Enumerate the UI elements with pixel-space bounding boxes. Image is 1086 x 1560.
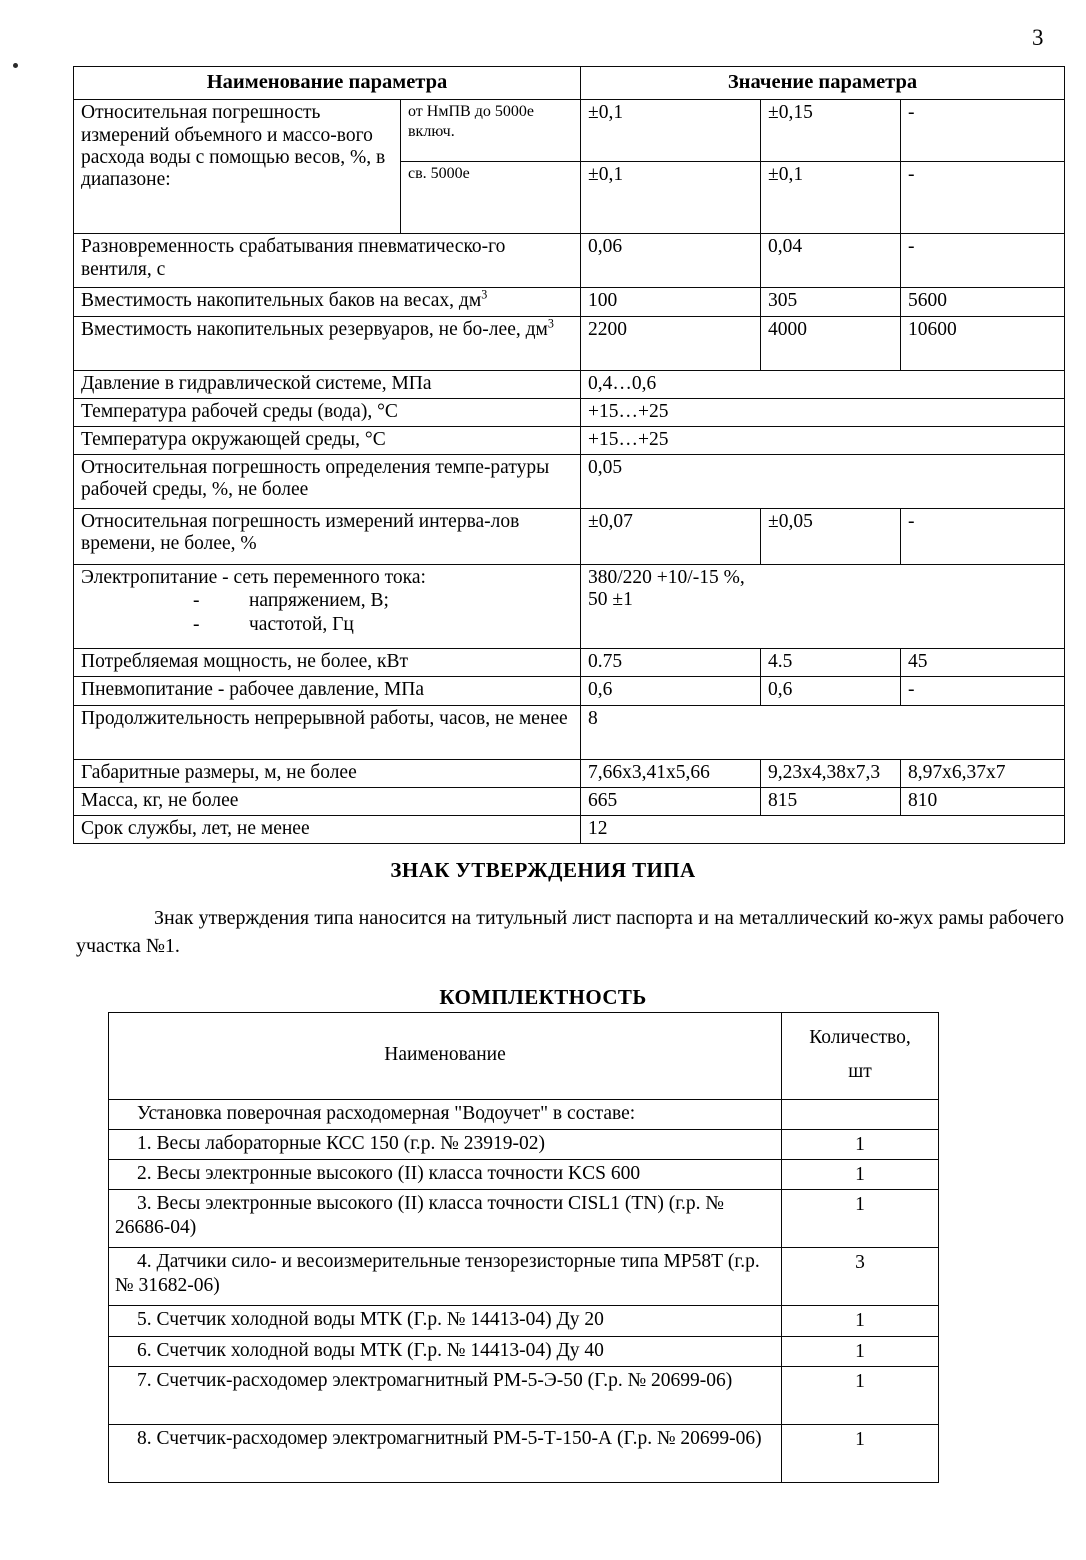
- superscript-cubic: 3: [481, 287, 488, 302]
- item-qty-3: 1: [782, 1190, 939, 1248]
- item-qty-2: 1: [782, 1160, 939, 1190]
- param-tank-capacity-col2: 305: [761, 288, 901, 316]
- bullet-dash-icon: -: [193, 613, 200, 635]
- param-name-medium-temperature: Температура рабочей среды (вода), °С: [74, 398, 581, 426]
- param-tank-capacity-col1: 100: [581, 288, 761, 316]
- param-pneumatic-pressure-col2: 0,6: [761, 677, 901, 705]
- param-name-tank-capacity: [74, 288, 581, 316]
- table-row: [74, 787, 1065, 815]
- param-time-interval-error-col3: -: [901, 509, 1065, 565]
- item-qty-5: 1: [782, 1306, 939, 1336]
- param-hydraulic-pressure-value: 0,4…0,6: [581, 370, 1065, 398]
- table-row: [74, 288, 1065, 316]
- table-row: [74, 649, 1065, 677]
- param-name-power-supply: [74, 565, 581, 649]
- param-name-continuous-operation: Продолжительность непрерывной работы, часов, не менее: [74, 705, 581, 759]
- header-item-quantity: [782, 1013, 939, 1100]
- param-name-relative-error-flow: Относительная погрешность измерений объемного и массо-вого расхода воды с помощью весов, %, в диапазоне:: [74, 100, 401, 234]
- completeness-table-container: [108, 1012, 938, 1483]
- param-name-pneumatic-pressure: Пневмопитание - рабочее давление, МПа: [74, 677, 581, 705]
- table-row: [74, 816, 1065, 844]
- item-name-8: [109, 1425, 782, 1483]
- param-name-valve-timing: Разновременность срабатывания пневматическо-го вентиля, с: [74, 234, 581, 288]
- table-row: [109, 1160, 939, 1190]
- param-name-hydraulic-pressure: Давление в гидравлической системе, МПа: [74, 370, 581, 398]
- param-subrange-2: св. 5000е: [401, 162, 581, 234]
- param-value-2-col1: ±0,1: [581, 162, 761, 234]
- item-name-installation: [109, 1100, 782, 1129]
- table-row: [74, 316, 1065, 370]
- param-temperature-error-value: 0,05: [581, 455, 1065, 509]
- param-service-life-value: 12: [581, 816, 1065, 844]
- table-row: [74, 509, 1065, 565]
- section-title-type-approval-mark: ЗНАК УТВЕРЖДЕНИЯ ТИПА: [390, 858, 696, 882]
- list-item: [81, 589, 575, 612]
- item-name-2: [109, 1160, 782, 1190]
- superscript-cubic: 3: [547, 316, 554, 331]
- power-supply-voltage-value: 380/220 +10/-15 %,: [588, 567, 745, 589]
- table-row: [109, 1129, 939, 1159]
- power-supply-title: Электропитание - сеть переменного тока:: [81, 567, 426, 589]
- param-power-consumption-col2: 4.5: [761, 649, 901, 677]
- table-row: [109, 1190, 939, 1248]
- table-row: [74, 759, 1065, 787]
- item-name-installation-text: Установка поверочная расходомерная "Водоучет" в составе:: [137, 1103, 636, 1125]
- param-valve-timing-col2: 0,04: [761, 234, 901, 288]
- table-row: [74, 565, 1065, 649]
- param-value-1-col3: -: [901, 100, 1065, 162]
- param-power-consumption-col3: 45: [901, 649, 1065, 677]
- param-reservoir-capacity-col3: 10600: [901, 316, 1065, 370]
- header-parameter-value: Значение параметра: [581, 67, 1065, 100]
- item-name-5: [109, 1306, 782, 1336]
- table-row: [109, 1248, 939, 1306]
- param-name-service-life: Срок службы, лет, не менее: [74, 816, 581, 844]
- item-qty-4: 3: [782, 1248, 939, 1306]
- param-mass-col3: 810: [901, 787, 1065, 815]
- corner-mark-icon: [13, 63, 18, 68]
- param-pneumatic-pressure-col1: 0,6: [581, 677, 761, 705]
- item-qty-7: 1: [782, 1367, 939, 1425]
- param-name-time-interval-error: Относительная погрешность измерений интерва-лов времени, не более, %: [74, 509, 581, 565]
- table-row: [74, 705, 1065, 759]
- param-value-1-col2: ±0,15: [761, 100, 901, 162]
- table-row: [74, 427, 1065, 455]
- item-name-6-text: 6. Счетчик холодной воды МТК (Г.р. № 14413-04) Ду 40: [137, 1339, 604, 1361]
- item-name-2-text: 2. Весы электронные высокого (II) класса точности KCS 600: [137, 1163, 641, 1185]
- item-name-4: [109, 1248, 782, 1306]
- header-quantity-line2: шт: [848, 1061, 872, 1083]
- parameters-table: [73, 66, 1065, 844]
- param-time-interval-error-col1: ±0,07: [581, 509, 761, 565]
- item-qty-1: 1: [782, 1129, 939, 1159]
- param-reservoir-capacity-col2: 4000: [761, 316, 901, 370]
- table-row: [74, 398, 1065, 426]
- param-value-1-col1: ±0,1: [581, 100, 761, 162]
- table-header-row: [74, 67, 1065, 100]
- power-supply-frequency-label: частотой, Гц: [249, 613, 354, 635]
- item-name-7-text: 7. Счетчик-расходомер электромагнитный РМ-5-Э-50 (Г.р. № 20699-06): [137, 1370, 733, 1392]
- list-item: [81, 613, 575, 636]
- section-title-completeness: КОМПЛЕКТНОСТЬ: [439, 985, 647, 1009]
- param-mass-col1: 665: [581, 787, 761, 815]
- param-value-2-col3: -: [901, 162, 1065, 234]
- param-name-reservoir-capacity: [74, 316, 581, 370]
- item-qty-6: 1: [782, 1336, 939, 1366]
- param-valve-timing-col3: -: [901, 234, 1065, 288]
- param-power-supply-value: [581, 565, 1065, 649]
- param-reservoir-capacity-col1: 2200: [581, 316, 761, 370]
- param-mass-col2: 815: [761, 787, 901, 815]
- power-supply-frequency-value: 50 ±1: [588, 589, 633, 611]
- param-time-interval-error-col2: ±0,05: [761, 509, 901, 565]
- param-name-dimensions: Габаритные размеры, м, не более: [74, 759, 581, 787]
- table-row: [74, 370, 1065, 398]
- table-row: [74, 234, 1065, 288]
- param-power-consumption-col1: 0.75: [581, 649, 761, 677]
- bullet-dash-icon: -: [193, 590, 200, 612]
- item-name-7: [109, 1367, 782, 1425]
- table-header-row: [109, 1013, 939, 1100]
- power-supply-bullet-list: [81, 589, 575, 636]
- item-name-1: [109, 1129, 782, 1159]
- item-name-3-text: 3. Весы электронные высокого (II) класса точности CISL1 (TN) (г.р. № 26686-04): [115, 1193, 725, 1238]
- header-quantity-line1: Количество,: [809, 1027, 911, 1048]
- item-qty-8: 1: [782, 1425, 939, 1483]
- param-value-2-col2: ±0,1: [761, 162, 901, 234]
- header-parameter-name: Наименование параметра: [74, 67, 581, 100]
- param-dimensions-col2: 9,23х4,38х7,3: [761, 759, 901, 787]
- completeness-table: [108, 1012, 939, 1483]
- param-name-mass: Масса, кг, не более: [74, 787, 581, 815]
- table-row: [109, 1306, 939, 1336]
- param-name-ambient-temperature: Температура окружающей среды, °С: [74, 427, 581, 455]
- param-ambient-temperature-value: +15…+25: [581, 427, 1065, 455]
- table-row: [109, 1100, 939, 1129]
- param-pneumatic-pressure-col3: -: [901, 677, 1065, 705]
- item-name-6: [109, 1336, 782, 1366]
- param-medium-temperature-value: +15…+25: [581, 398, 1065, 426]
- param-subrange-1: от НмПВ до 5000е включ.: [401, 100, 581, 162]
- item-name-5-text: 5. Счетчик холодной воды МТК (Г.р. № 14413-04) Ду 20: [137, 1309, 604, 1331]
- parameters-table-container: [73, 66, 1064, 844]
- item-name-3: [109, 1190, 782, 1248]
- power-supply-voltage-label: напряжением, В;: [249, 590, 389, 612]
- paragraph-type-approval-mark: Знак утверждения типа наносится на титульный лист паспорта и на металлический ко-жух рамы рабочего участка №1.: [76, 907, 1064, 958]
- table-row: [74, 677, 1065, 705]
- table-row: [109, 1367, 939, 1425]
- item-name-8-text: 8. Счетчик-расходомер электромагнитный РМ-5-Т-150-А (Г.р. № 20699-06): [137, 1428, 762, 1450]
- param-name-tank-capacity-text: Вместимость накопительных баков на весах, дм: [81, 290, 482, 312]
- param-dimensions-col1: 7,66х3,41х5,66: [581, 759, 761, 787]
- param-tank-capacity-col3: 5600: [901, 288, 1065, 316]
- param-continuous-operation-value: 8: [581, 705, 1065, 759]
- param-dimensions-col3: 8,97х6,37х7: [901, 759, 1065, 787]
- param-name-reservoir-capacity-text: Вместимость накопительных резервуаров, не бо-лее, дм: [81, 318, 548, 340]
- param-name-temperature-error: Относительная погрешность определения темпе-ратуры рабочей среды, %, не более: [74, 455, 581, 509]
- table-row: [74, 100, 1065, 162]
- table-row: [109, 1425, 939, 1483]
- table-row: [74, 455, 1065, 509]
- header-item-name: Наименование: [109, 1013, 782, 1100]
- param-name-power-consumption: Потребляемая мощность, не более, кВт: [74, 649, 581, 677]
- item-qty-installation: [782, 1100, 939, 1129]
- param-valve-timing-col1: 0,06: [581, 234, 761, 288]
- page-number: 3: [1032, 25, 1044, 50]
- item-name-4-text: 4. Датчики сило- и весоизмерительные тензорезисторные типа МР58Т (г.р. № 31682-06): [115, 1251, 760, 1296]
- item-name-1-text: 1. Весы лабораторные КСС 150 (г.р. № 23919-02): [137, 1132, 545, 1154]
- table-row: [109, 1336, 939, 1366]
